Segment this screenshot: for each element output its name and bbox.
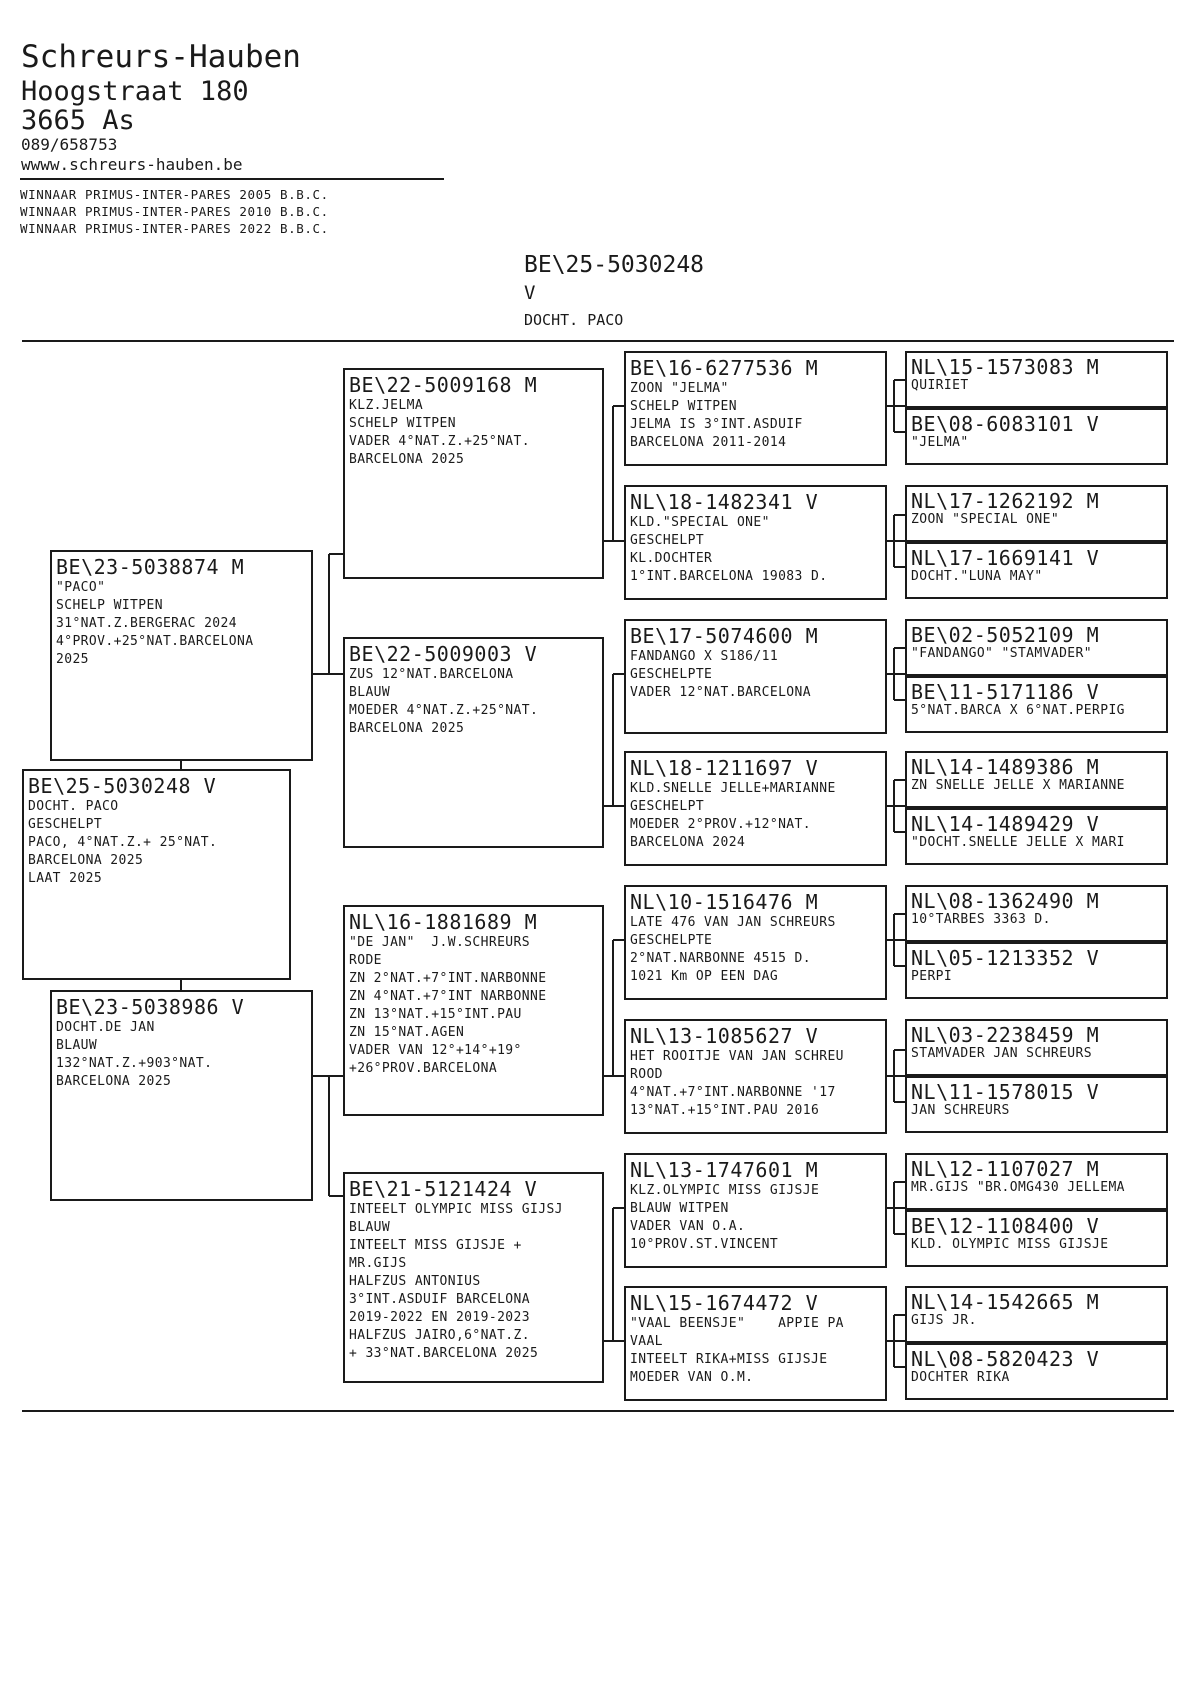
ancestor-card[interactable] — [905, 1153, 1168, 1210]
breeder-phone: 089/658753 — [21, 135, 118, 154]
ring-number: NL\18-1482341 V — [630, 490, 819, 514]
bird-info: HET ROOITJE VAN JAN SCHREU ROOD 4°NAT.+7°INT.NARBONNE '17 13°NAT.+15°INT.PAU 2016 — [630, 1049, 844, 1118]
grandparent-card[interactable] — [343, 368, 604, 579]
great-grandparent-card[interactable] — [624, 351, 887, 466]
bird-info: QUIRIET — [911, 378, 969, 393]
award-line: WINNAAR PRIMUS-INTER-PARES 2010 B.B.C. — [20, 204, 329, 219]
breeder-street: Hoogstraat 180 — [21, 76, 249, 107]
ring-number: BE\25-5030248 V — [28, 774, 217, 798]
ancestor-card[interactable] — [905, 751, 1168, 808]
ring-number: NL\14-1542665 M — [911, 1290, 1100, 1314]
ancestor-card[interactable] — [905, 485, 1168, 542]
ring-number: NL\17-1262192 M — [911, 489, 1100, 513]
ancestor-card[interactable] — [905, 619, 1168, 676]
ring-number: NL\12-1107027 M — [911, 1157, 1100, 1181]
great-grandparent-card[interactable] — [624, 885, 887, 1000]
ring-number: NL\15-1674472 V — [630, 1291, 819, 1315]
subject-name: DOCHT. PACO — [524, 311, 624, 329]
breeder-website: wwww.schreurs-hauben.be — [21, 155, 243, 174]
bird-info: "DE JAN" J.W.SCHREURS RODE ZN 2°NAT.+7°INT.NARBONNE ZN 4°NAT.+7°INT NARBONNE ZN 13°NAT.+15°INT.PAU ZN 15°NAT.AGEN VADER VAN 12°+14°+19° +26°PROV.BARCELONA — [349, 935, 547, 1076]
ancestor-card[interactable] — [905, 1286, 1168, 1343]
ancestor-card[interactable] — [905, 676, 1168, 733]
bird-info: PERPI — [911, 969, 953, 984]
great-grandparent-card[interactable] — [624, 619, 887, 734]
ring-number: BE\23-5038986 V — [56, 995, 245, 1019]
subject-ring-number: BE\25-5030248 — [524, 252, 705, 278]
ancestor-card[interactable] — [905, 1343, 1168, 1400]
award-line: WINNAAR PRIMUS-INTER-PARES 2005 B.B.C. — [20, 187, 329, 202]
bird-info: KLZ.OLYMPIC MISS GIJSJE BLAUW WITPEN VADER VAN O.A. 10°PROV.ST.VINCENT — [630, 1183, 820, 1252]
bird-info: "FANDANGO" "STAMVADER" — [911, 646, 1092, 661]
ancestor-card[interactable] — [905, 542, 1168, 599]
bird-info: INTEELT OLYMPIC MISS GIJSJ BLAUW INTEELT MISS GIJSJE + MR.GIJS HALFZUS ANTONIUS 3°INT.ASDUIF BARCELONA 2019-2022 EN 2019-2023 HALFZUS JAIRO,6°NAT.Z. + 33°NAT.BARCELONA 2025 — [349, 1202, 563, 1361]
bird-info: KLD. OLYMPIC MISS GIJSJE — [911, 1237, 1109, 1252]
bird-info: 10°TARBES 3363 D. — [911, 912, 1051, 927]
ring-number: NL\05-1213352 V — [911, 946, 1100, 970]
grandparent-card[interactable] — [343, 905, 604, 1116]
ring-number: NL\08-1362490 M — [911, 889, 1100, 913]
ring-number: NL\14-1489386 M — [911, 755, 1100, 779]
ring-number: NL\08-5820423 V — [911, 1347, 1100, 1371]
grandparent-card[interactable] — [343, 1172, 604, 1383]
ring-number: NL\16-1881689 M — [349, 910, 538, 934]
bird-info: ZN SNELLE JELLE X MARIANNE — [911, 778, 1125, 793]
ring-number: BE\11-5171186 V — [911, 680, 1100, 704]
bird-info: STAMVADER JAN SCHREURS — [911, 1046, 1092, 1061]
bird-info: "DOCHT.SNELLE JELLE X MARI — [911, 835, 1125, 850]
subject-card[interactable] — [22, 769, 291, 980]
bird-info: DOCHT. PACO GESCHELPT PACO, 4°NAT.Z.+ 25°NAT. BARCELONA 2025 LAAT 2025 — [28, 799, 218, 886]
ring-number: BE\12-1108400 V — [911, 1214, 1100, 1238]
sire-card[interactable] — [50, 550, 313, 761]
bird-info: DOCHT."LUNA MAY" — [911, 569, 1043, 584]
bird-info: KLD."SPECIAL ONE" GESCHELPT KL.DOCHTER 1°INT.BARCELONA 19083 D. — [630, 515, 828, 584]
great-grandparent-card[interactable] — [624, 1153, 887, 1268]
ring-number: BE\02-5052109 M — [911, 623, 1100, 647]
ring-number: NL\15-1573083 M — [911, 355, 1100, 379]
bird-info: "JELMA" — [911, 435, 969, 450]
ring-number: BE\21-5121424 V — [349, 1177, 538, 1201]
ring-number: NL\18-1211697 V — [630, 756, 819, 780]
bird-info: KLD.SNELLE JELLE+MARIANNE GESCHELPT MOEDER 2°PROV.+12°NAT. BARCELONA 2024 — [630, 781, 836, 850]
ancestor-card[interactable] — [905, 1019, 1168, 1076]
ring-number: NL\03-2238459 M — [911, 1023, 1100, 1047]
bird-info: ZUS 12°NAT.BARCELONA BLAUW MOEDER 4°NAT.Z.+25°NAT. BARCELONA 2025 — [349, 667, 539, 736]
bird-info: "VAAL BEENSJE" APPIE PA VAAL INTEELT RIKA+MISS GIJSJE MOEDER VAN O.M. — [630, 1316, 844, 1385]
great-grandparent-card[interactable] — [624, 1019, 887, 1134]
bird-info: "PACO" SCHELP WITPEN 31°NAT.Z.BERGERAC 2024 4°PROV.+25°NAT.BARCELONA 2025 — [56, 580, 254, 667]
breeder-name: Schreurs-Hauben — [21, 39, 301, 75]
ring-number: NL\10-1516476 M — [630, 890, 819, 914]
breeder-city: 3665 As — [21, 105, 135, 136]
bird-info: ZOON "SPECIAL ONE" — [911, 512, 1060, 527]
bird-info: DOCHT.DE JAN BLAUW 132°NAT.Z.+903°NAT. BARCELONA 2025 — [56, 1020, 213, 1089]
ring-number: BE\08-6083101 V — [911, 412, 1100, 436]
bird-info: LATE 476 VAN JAN SCHREURS GESCHELPTE 2°NAT.NARBONNE 4515 D. 1021 Km OP EEN DAG — [630, 915, 836, 984]
ring-number: NL\14-1489429 V — [911, 812, 1100, 836]
ancestor-card[interactable] — [905, 408, 1168, 465]
subject-sex: V — [524, 282, 536, 304]
ancestor-card[interactable] — [905, 942, 1168, 999]
ring-number: BE\16-6277536 M — [630, 356, 819, 380]
grandparent-card[interactable] — [343, 637, 604, 848]
bird-info: KLZ.JELMA SCHELP WITPEN VADER 4°NAT.Z.+25°NAT. BARCELONA 2025 — [349, 398, 530, 467]
ring-number: NL\11-1578015 V — [911, 1080, 1100, 1104]
ring-number: BE\22-5009003 V — [349, 642, 538, 666]
dam-card[interactable] — [50, 990, 313, 1201]
ring-number: BE\22-5009168 M — [349, 373, 538, 397]
bird-info: ZOON "JELMA" SCHELP WITPEN JELMA IS 3°INT.ASDUIF BARCELONA 2011-2014 — [630, 381, 803, 450]
great-grandparent-card[interactable] — [624, 1286, 887, 1401]
ring-number: NL\17-1669141 V — [911, 546, 1100, 570]
great-grandparent-card[interactable] — [624, 751, 887, 866]
ancestor-card[interactable] — [905, 885, 1168, 942]
bird-info: FANDANGO X S186/11 GESCHELPTE VADER 12°NAT.BARCELONA — [630, 649, 811, 700]
bird-info: MR.GIJS "BR.OMG430 JELLEMA — [911, 1180, 1125, 1195]
bird-info: GIJS JR. — [911, 1313, 977, 1328]
ring-number: BE\23-5038874 M — [56, 555, 245, 579]
ring-number: BE\17-5074600 M — [630, 624, 819, 648]
bird-info: 5°NAT.BARCA X 6°NAT.PERPIG — [911, 703, 1125, 718]
award-line: WINNAAR PRIMUS-INTER-PARES 2022 B.B.C. — [20, 221, 329, 236]
ancestor-card[interactable] — [905, 1210, 1168, 1267]
bird-info: DOCHTER RIKA — [911, 1370, 1010, 1385]
ancestor-card[interactable] — [905, 1076, 1168, 1133]
bird-info: JAN SCHREURS — [911, 1103, 1010, 1118]
ring-number: NL\13-1747601 M — [630, 1158, 819, 1182]
great-grandparent-card[interactable] — [624, 485, 887, 600]
ancestor-card[interactable] — [905, 808, 1168, 865]
ring-number: NL\13-1085627 V — [630, 1024, 819, 1048]
ancestor-card[interactable] — [905, 351, 1168, 408]
